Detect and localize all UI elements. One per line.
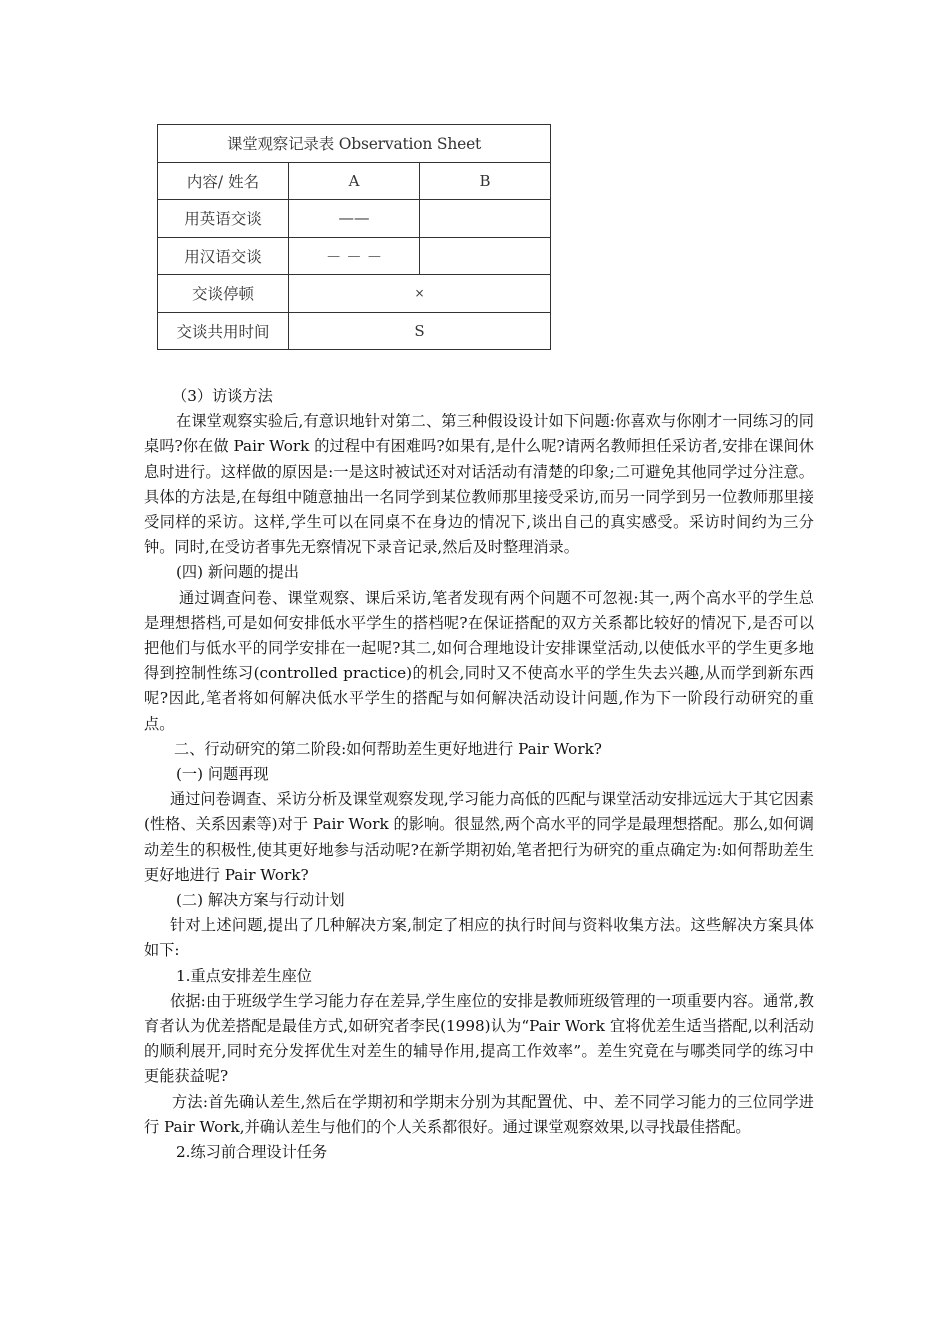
header-content-name: 内容/ 姓名	[158, 162, 289, 200]
row-pause-value: ×	[289, 275, 551, 313]
row-chinese-b	[420, 237, 551, 275]
heading-interview-method: （3）访谈方法	[172, 387, 273, 405]
paragraph-new-problems: 通过调查问卷、课堂观察、课后采访,笔者发现有两个问题不可忽视:其一,两个高水平的学生总是理想搭档,可是如何安排低水平学生的搭档呢?在保证搭配的双方关系都比较好的情况下,是否可以把他们与低水平的同学安排在一起呢?其二,如何合理地设计安排课堂活动,以使低水平的学生更多地得到控制性练习(controlled practice)的机会,同时又不使高水平的学生失去兴趣,从而学到新东西呢?因此,笔者将如何解决低水平学生的搭配与如何解决活动设计问题,作为下一阶段行动研究的重点。	[144, 588, 814, 733]
heading-task-design: 2.练习前合理设计任务	[176, 1143, 328, 1162]
paragraph-method: 方法:首先确认差生,然后在学期初和学期末分别为其配置优、中、差不同学习能力的三位同学进行 Pair Work,并确认差生与他们的个人关系都很好。通过课堂观察效果,以寻找最佳搭配。	[144, 1092, 814, 1136]
row-english-b	[420, 200, 551, 238]
table-row	[158, 275, 551, 313]
table-title: 课堂观察记录表 Observation Sheet	[158, 125, 551, 163]
row-chinese-a: － － －	[289, 237, 420, 275]
header-a: A	[289, 162, 420, 200]
paragraph-interview: 在课堂观察实验后,有意识地针对第二、第三种假设设计如下问题:你喜欢与你刚才一同练习的同桌吗?你在做 Pair Work 的过程中有困难吗?如果有,是什么呢?请两名教师担任采访者,安排在课间休息时进行。这样做的原因是:一是这时被试还对对话活动有清楚的印象;二可避免其他同学过分注意。具体的方法是,在每组中随意抽出一名同学到某位教师那里接受采访,而另一同学到另一位教师那里接受同样的采访。这样,学生可以在同桌不在身边的情况下,谈出自己的真实感受。采访时间约为三分钟。同时,在受访者事先无察情况下录音记录,然后及时整理消录。	[144, 412, 814, 557]
row-english-a: ——	[289, 200, 420, 238]
heading-second-stage: 二、行动研究的第二阶段:如何帮助差生更好地进行 Pair Work?	[174, 739, 602, 758]
table-row	[158, 237, 551, 275]
row-label-pause: 交谈停顿	[158, 275, 289, 313]
row-label-chinese: 用汉语交谈	[158, 237, 289, 275]
heading-new-problems: (四) 新问题的提出	[176, 563, 299, 582]
row-total-time-value: S	[289, 312, 551, 350]
header-b: B	[420, 162, 551, 200]
table-row	[158, 312, 551, 350]
paragraph-solutions: 针对上述问题,提出了几种解决方案,制定了相应的执行时间与资料收集方法。这些解决方案具体如下:	[144, 916, 814, 960]
table-header-row	[158, 162, 551, 200]
table-title-row	[158, 125, 551, 163]
paragraph-basis: 依据:由于班级学生学习能力存在差异,学生座位的安排是教师班级管理的一项重要内容。通常,教育者认为优差搭配是最佳方式,如研究者李民(1998)认为“Pair Work 宜将优差生适当搭配,以利活动的顺利展开,同时充分发挥优生对差生的辅导作用,提高工作效率”。差生究竟在与哪类同学的练习中更能获益呢?	[144, 991, 814, 1086]
row-label-total-time: 交谈共用时间	[158, 312, 289, 350]
observation-sheet-table	[157, 124, 551, 350]
document-body	[144, 384, 814, 1165]
row-label-english: 用英语交谈	[158, 200, 289, 238]
heading-solutions-plan: (二) 解决方案与行动计划	[176, 891, 345, 910]
heading-problem-recurrence: (一) 问题再现	[176, 765, 269, 784]
table-row	[158, 200, 551, 238]
heading-seating: 1.重点安排差生座位	[176, 966, 312, 985]
paragraph-problem-recurrence: 通过问卷调查、采访分析及课堂观察发现,学习能力高低的匹配与课堂活动安排远远大于其它因素(性格、关系因素等)对于 Pair Work 的影响。很显然,两个高水平的同学是最理想搭配。那么,如何调动差生的积极性,使其更好地参与活动呢?在新学期初始,笔者把行为研究的重点确定为:如何帮助差生更好地进行 Pair Work?	[144, 790, 814, 884]
